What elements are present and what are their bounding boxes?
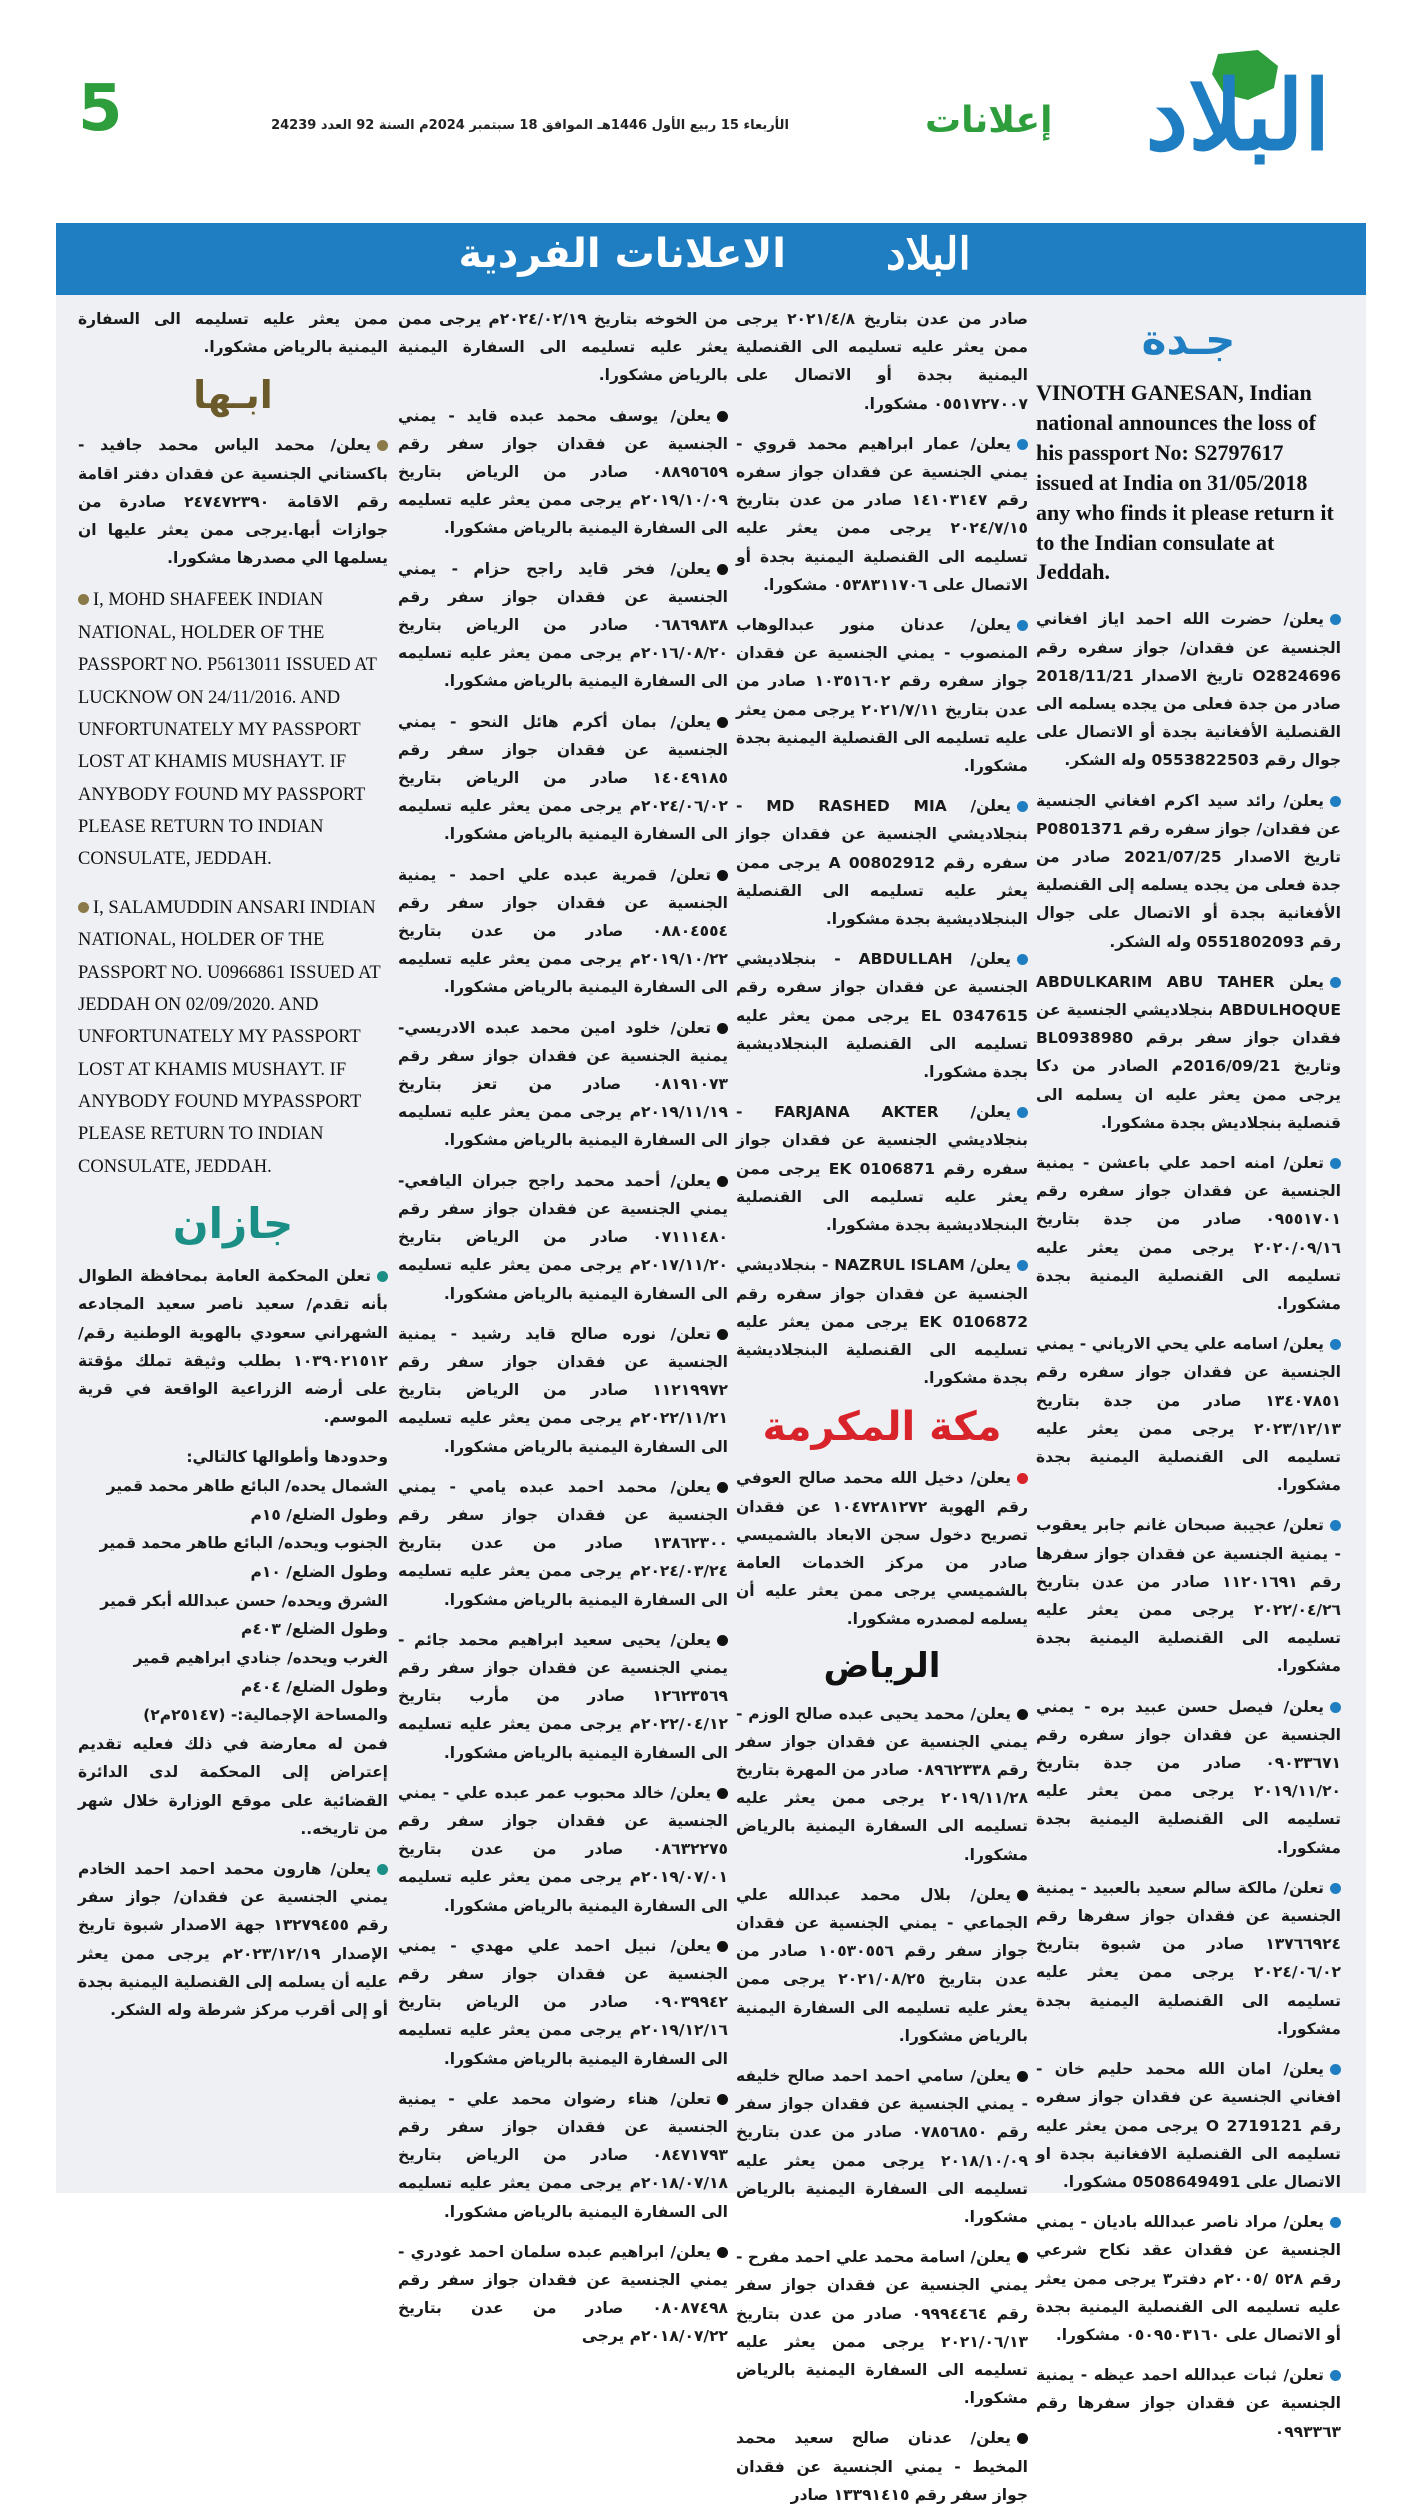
bullet-icon	[1330, 2217, 1341, 2228]
boundary-line: وطول الضلع/ ٤٠٣م	[241, 1620, 388, 1639]
bullet-icon	[1017, 1260, 1028, 1271]
ad-item: يعلن/ بلال محمد عبدالله علي الجماعي - يمني الجنسية عن فقدان جواز سفر رقم ١٠٥٣٠٥٥٦ صادر من عدن بتاريخ ٢٠٢١/٠٨/٢٥ يرجى ممن يعثر عليه تسليمه الى السفارة اليمنية بالرياض مشكورا.	[736, 1885, 1028, 2045]
ad-item: تعلن/ هناء رضوان محمد علي - يمنية الجنسية عن فقدان جواز سفر رقم ٠٨٤٧١٧٩٣ صادر من الرياض بتاريخ ٢٠١٨/٠٧/١٨م يرجى ممن يعثر عليه تسليمه الى السفارة اليمنية بالرياض مشكورا.	[398, 2089, 728, 2221]
ad-item: يعلن/ يوسف محمد عبده قايد - يمني الجنسية عن فقدان جواز سفر رقم ٠٨٨٩٥٦٥٩ صادر من الرياض بتاريخ ٢٠١٩/١٠/٠٩م يرجى ممن يعثر عليه تسليمه الى السفارة اليمنية بالرياض مشكورا.	[398, 406, 728, 538]
ad-item: يعلن/ فيصل حسن عبيد بره - يمني الجنسية عن فقدان جواز سفره رقم ٠٩٠٣٣٦٧١ صادر من جدة بتاريخ ٢٠١٩/١١/٢٠ يرجى ممن يعثر عليه تسليمه الى القنصلية اليمنية بجدة مشكورا.	[1036, 1697, 1341, 1857]
bullet-icon	[717, 1023, 728, 1034]
ad-item: يعلن/ اسامة محمد علي احمد مفرح - يمني الجنسية عن فقدان جواز سفر رقم ٠٩٩٩٤٤٦٤ صادر من عدن بتاريخ ٢٠٢١/٠٦/١٣ يرجى ممن يعثر عليه تسليمه الى السفارة اليمنية بالرياض مشكورا.	[736, 2248, 1028, 2408]
land-boundaries	[78, 1443, 388, 1730]
bullet-icon	[377, 1864, 388, 1875]
masthead	[0, 0, 1420, 210]
ad-item: تعلن/ عجيبة صبحان غانم جابر يعقوب - يمنية الجنسية عن فقدان جواز سفرها رقم ١١٢٠١٦٩١ صادر من عدن بتاريخ ٢٠٢٢/٠٤/٢٦ يرجى ممن يعثر عليه تسليمه الى القنصلية اليمنية بجدة مشكورا.	[1036, 1516, 1342, 1676]
bullet-icon	[1330, 1339, 1341, 1350]
boundary-line: وطول الضلع/ ٤٠٤م	[241, 1677, 388, 1696]
bullet-icon	[717, 564, 728, 575]
newspaper-logo	[1128, 48, 1348, 198]
ad-item: يعلن/ خالد محبوب عمر عبده علي - يمني الجنسية عن فقدان جواز سفر رقم ٠٨٦٣٢٢٧٥ صادر من عدن بتاريخ ٢٠١٩/٠٧/٠١م يرجى ممن يعثر عليه تسليمه الى السفارة اليمنية بالرياض مشكورا.	[398, 1783, 728, 1915]
city-heading-makkah: مكة المكرمة	[762, 1404, 1002, 1451]
ad-item: يعلن ABDULKARIM ABU TAHER ABDULHOQUE بنجلاديشي الجنسية عن فقدان جواز سفر برقم BL0938980 وتاريخ 2016/09/21م الصادر من دكا يرجى ممن يعثر عليه ان يسلمه الى قنصلية بنجلاديش بجدة مشكورا.	[1036, 972, 1341, 1132]
boundary-line: وطول الضلع/ ١٥م	[250, 1505, 388, 1524]
ad-item: تعلن/ مالكة سالم سعيد بالعبيد - يمنية الجنسية عن فقدان جواز سفرها رقم ١٣٧٦٦٩٢٤ صادر من شبوة بتاريخ ٢٠٢٤/٠٦/٠٢ يرجى ممن يعثر عليه تسليمه الى القنصلية اليمنية بجدة مشكورا.	[1036, 1878, 1341, 2038]
column-jeddah-makkah-riyadh	[736, 305, 1028, 2504]
bullet-icon	[1017, 1709, 1028, 1720]
section-banner	[56, 223, 1366, 295]
boundary-line: الجنوب ويحده/ البائع طاهر محمد قمير	[99, 1534, 388, 1553]
bullet-icon	[1330, 1158, 1341, 1169]
bullet-icon	[1330, 1883, 1341, 1894]
ad-item: يعلن/ ابراهيم عبده سلمان احمد غودري - يمني الجنسية عن فقدان جواز سفر رقم ٠٨٠٨٧٤٩٨ صادر من عدن بتاريخ ٢٠١٨/٠٧/٢٢م يرجى	[398, 2242, 728, 2346]
bullet-icon	[1330, 977, 1341, 988]
bullet-icon	[1017, 439, 1028, 450]
bullet-icon	[1017, 801, 1028, 812]
boundary-line: وطول الضلع/ ١٠م	[250, 1563, 388, 1582]
bullet-icon	[377, 1271, 388, 1282]
bullet-icon	[1017, 1890, 1028, 1901]
bullet-icon	[1017, 2071, 1028, 2082]
column-abha-jazan	[78, 305, 388, 2185]
page-number: 5	[78, 72, 123, 146]
ad-item: تعلن/ امنه احمد علي باعشن - يمنية الجنسية عن فقدان جواز سفره رقم ٠٩٥٥١٧٠١ صادر من جدة بتاريخ ٢٠٢٠/٠٩/١٦ يرجى ممن يعثر عليه تسليمه الى القنصلية اليمنية بجدة مشكورا.	[1036, 1154, 1341, 1314]
ad-item: يعلن/ حضرت الله احمد اياز افغاني الجنسية عن فقدان/ جواز سفره رقم O2824696 تاريخ الاصدار 2018/11/21 صادر من جدة فعلى من يجده يسلمه الى القنصلية الأفغانية بجدة أو الاتصال على جوال رقم 0553822503 وله الشكر.	[1036, 610, 1341, 770]
boundary-line: الشرق ويحده/ حسن عبدالله أبكر قمير	[100, 1591, 388, 1610]
ad-item: فمن له معارضة في ذلك فعليه تقديم إعتراض إلى المحكمة لدى الدائرة القضائية على موقع الوزارة خلال شهر من تاريخه..	[78, 1735, 388, 1838]
ad-item: يعلن/ FARJANA AKTER - بنجلاديشي الجنسية عن فقدان جواز سفره رقم EK 0106871 يرجى ممن يعثر عليه تسليمه الى القنصلية البنجلاديشية بجدة مشكورا.	[736, 1103, 1028, 1235]
bullet-icon	[1330, 1702, 1341, 1713]
ad-item: تعلن/ قمرية عبده علي احمد - يمنية الجنسية عن فقدان جواز سفر رقم ٠٨٨٠٤٥٥٤ صادر من عدن بتاريخ ٢٠١٩/١٠/٢٢م يرجى ممن يعثر عليه تسليمه الى السفارة اليمنية بالرياض مشكورا.	[398, 865, 728, 997]
ad-item: يعلن/ NAZRUL ISLAM - بنجلاديشي الجنسية عن فقدان جواز سفره رقم EK 0106872 يرجى ممن يعثر عليه تسليمه الى القنصلية البنجلاديشية بجدة مشكورا.	[736, 1256, 1028, 1388]
boundary-line: الغرب ويحده/ جنادي ابراهيم قمير	[133, 1649, 388, 1668]
ad-item: يعلن/ MD RASHED MIA - بنجلاديشي الجنسية عن فقدان جواز سفره رقم A 00802912 يرجى ممن يعثر عليه تسليمه الى القنصلية البنجلاديشية بجدة مشكورا.	[736, 797, 1028, 929]
bullet-icon	[717, 1788, 728, 1799]
bullet-icon	[717, 717, 728, 728]
bullet-icon	[1017, 1107, 1028, 1118]
ad-item: تعلن/ خلود امين محمد عبده الادريسي- يمنية الجنسية عن فقدان جواز سفر رقم ٠٨١٩١٠٧٣ صادر من تعز بتاريخ ٢٠١٩/١١/١٩م يرجى ممن يعثر عليه تسليمه الى السفارة اليمنية بالرياض مشكورا.	[398, 1018, 728, 1150]
bullet-icon	[377, 440, 388, 451]
ad-item: يعلن/ عدنان صالح سعيد محمد المخيط - يمني الجنسية عن فقدان جواز سفر رقم ١٣٣٩١٤١٥ صادر	[736, 2429, 1028, 2504]
logo-wordmark: البلاد	[1145, 59, 1331, 172]
ad-item: يعلن/ اسامه علي يحي الارياني - يمني الجنسية عن فقدان جواز سفره رقم ١٣٤٠٧٨٥١ صادر من جدة بتاريخ ٢٠٢٣/١٢/١٣ يرجى ممن يعثر عليه تسليمه الى القنصلية اليمنية بجدة مشكورا.	[1036, 1335, 1341, 1495]
banner-title: الاعلانات الفردية	[458, 231, 786, 277]
city-heading-jeddah: جـدة	[1141, 315, 1236, 364]
ad-item: يعلن/ أحمد محمد راجح جبران اليافعي- يمني الجنسية عن فقدان جواز سفر رقم ٠٧١١١٤٨٠ صادر من الرياض بتاريخ ٢٠١٧/١١/٢٠م يرجى ممن يعثر عليه تسليمه الى السفارة اليمنية بالرياض مشكورا.	[398, 1171, 728, 1303]
ad-item: يعلن/ محمد يحيى عبده صالح الوزم - يمني الجنسية عن فقدان جواز سفر رقم ٠٨٩٦٢٣٣٨ صادر من المهرة بتاريخ ٢٠١٩/١١/٢٨ يرجى ممن يعثر عليه تسليمه الى السفارة اليمنية بالرياض مشكورا.	[736, 1704, 1028, 1864]
column-jeddah	[1036, 305, 1342, 2441]
bullet-icon	[1330, 1520, 1341, 1531]
ad-item: تعلن/ ثبات عبدالله احمد عيظه - يمنية الجنسية عن فقدان جواز سفرها رقم ٠٩٩٣٣٦٣	[1036, 2366, 1341, 2441]
bullet-icon	[717, 1941, 728, 1952]
bullet-icon	[1330, 614, 1341, 625]
ad-item: يعلن/ امان الله محمد حليم خان - افغاني الجنسية عن فقدان جواز سفره رقم O 2719121 يرجى ممن يعثر عليه تسليمه الى القنصلية الافغانية بجدة او الاتصال على 0508649491 مشكورا.	[1036, 2060, 1341, 2191]
bullet-icon	[1330, 2064, 1341, 2075]
bullet-icon	[717, 411, 728, 422]
bullet-icon	[1330, 2370, 1341, 2381]
ad-item: تعلن المحكمة العامة بمحافظة الطوال بأنه تقدم/ سعيد ناصر سعيد المجادعه الشهراني سعودي بالهوية الوطنية رقم/ ١٠٣٩٠٢١٥١٢ بطلب وثيقة تملك مؤقتة على أرضه الزراعية الواقعة في قرية الموسم.	[78, 1267, 388, 1427]
ad-item: يعلن/ محمد احمد عبده يامي - يمني الجنسية عن فقدان جواز سفر رقم ١٣٨٦٢٣٠٠ صادر من عدن بتاريخ ٢٠٢٤/٠٣/٢٤م يرجى ممن يعثر عليه تسليمه الى السفارة اليمنية بالرياض مشكورا.	[398, 1477, 728, 1609]
ad-item: يعلن/ عدنان منور عبدالوهاب المنصوب - يمني الجنسية عن فقدان جواز سفره رقم ١٠٣٥١٦٠٢ صادر من عدن بتاريخ ٢٠٢١/٧/١١ يرجى ممن يعثر عليه تسليمه الى القنصلية اليمنية بجدة مشكورا.	[736, 616, 1028, 776]
ad-item: يعلن/ سامي احمد احمد صالح خليفه - يمني الجنسية عن فقدان جواز سفر رقم ٠٧٨٥٦٨٥٠ صادر من عدن بتاريخ ٢٠١٨/١٠/٠٩ يرجى ممن يعثر عليه تسليمه الى السفارة اليمنية بالرياض مشكورا.	[736, 2066, 1028, 2226]
bullet-icon	[1017, 954, 1028, 965]
column-riyadh	[398, 305, 728, 2346]
boundary-line: الشمال يحده/ البائع طاهر محمد قمير	[106, 1477, 388, 1496]
bullet-icon	[717, 2247, 728, 2258]
english-notice: VINOTH GANESAN, Indian national announces the loss of his passport No: S2797617 issued at India on 31/05/2018 any who finds it please return it to the Indian consulate at Jeddah.	[1036, 380, 1334, 585]
bullet-icon	[717, 1329, 728, 1340]
ad-item: تعلن/ نوره صالح قايد رشيد - يمنية الجنسية عن فقدان جواز سفر رقم ١١٢١٩٩٧٢ صادر من الرياض بتاريخ ٢٠٢٢/١١/٢١م يرجى ممن يعثر عليه تسليمه الى السفارة اليمنية بالرياض مشكورا.	[398, 1324, 728, 1456]
bullet-icon	[717, 1635, 728, 1646]
ad-item: يعلن/ رائد سيد اكرم افغاني الجنسية عن فقدان/ جواز سفره رقم P0801371 تاريخ الاصدار 2021/07/25 صادر من جدة فعلى من يجده يسلمه إلى القنصلية الأفغانية بجدة أو الاتصال على جوال رقم 0551802093 وله الشكر.	[1036, 791, 1341, 951]
city-heading-abha: ابـها	[193, 373, 273, 418]
ad-item: صادر من عدن بتاريخ ٢٠٢١/٤/٨ يرجى ممن يعثر عليه تسليمه الى القنصلية اليمنية بجدة أو الاتصال على ٠٥٥١٧٢٧٠٠٧ مشكورا.	[736, 310, 1028, 413]
section-title: إعلانات	[925, 100, 1053, 141]
english-notice: I, MOHD SHAFEEK INDIAN NATIONAL, HOLDER OF THE PASSPORT NO. P5613011 ISSUED AT LUCKNOW ON 24/11/2016. AND UNFORTUNATELY MY PASSPORT LOST AT KHAMIS MUSHAYT. IF ANYBODY FOUND MY PASSPORT PLEASE RETURN TO INDIAN CONSULATE, JEDDAH.	[78, 590, 377, 870]
bullet-icon	[717, 2094, 728, 2105]
ad-item: يعلن/ نبيل احمد علي مهدي - يمني الجنسية عن فقدان جواز سفر رقم ٠٩٠٣٩٩٤٢ صادر من الرياض بتاريخ ٢٠١٩/١٢/١٦م يرجى ممن يعثر عليه تسليمه الى السفارة اليمنية بالرياض مشكورا.	[398, 1936, 728, 2068]
ad-item: من الخوخه بتاريخ ٢٠٢٤/٠٢/١٩م يرجى ممن يعثر عليه تسليمه الى السفارة اليمنية بالرياض مشكورا.	[398, 310, 728, 385]
boundary-line: وحدودها وأطوالها كالتالي:	[186, 1448, 388, 1467]
bullet-icon	[1017, 2433, 1028, 2444]
bullet-icon	[1017, 2252, 1028, 2263]
city-heading-riyadh: الرياض	[823, 1645, 941, 1686]
ad-item: يعلن/ محمد الياس محمد جافيد - باكستاني الجنسية عن فقدان دفتر اقامة رقم الاقامة ٢٤٧٤٧٢٣٩٠ صادرة من جوازات أبها.يرجى ممن يعثر عليها ان يسلمها الي مصدرها مشكورا.	[78, 436, 388, 568]
ad-item: يعلن/ ABDULLAH - بنجلاديشي الجنسية عن فقدان جواز سفره رقم EL 0347615 يرجى ممن يعثر عليه تسليمه الى القنصلية البنجلاديشية بجدة مشكورا.	[736, 950, 1028, 1082]
bullet-icon	[717, 870, 728, 881]
bullet-icon	[717, 1482, 728, 1493]
bullet-icon	[1017, 620, 1028, 631]
bullet-icon	[78, 902, 89, 913]
banner-logo: البلاد	[886, 229, 971, 280]
ad-item: يعلن/ بمان أكرم هائل النحو - يمني الجنسية عن فقدان جواز سفر رقم ١٤٠٤٩١٨٥ صادر من الرياض بتاريخ ٢٠٢٤/٠٦/٠٢م يرجى ممن يعثر عليه تسليمه الى السفارة اليمنية بالرياض مشكورا.	[398, 712, 728, 844]
ad-item: يعلن/ يحيى سعيد ابراهيم محمد جائم - يمني الجنسية عن فقدان جواز سفر رقم ١٢٦٢٣٥٦٩ صادر من مأرب بتاريخ ٢٠٢٢/٠٤/١٢م يرجى ممن يعثر عليه تسليمه الى السفارة اليمنية بالرياض مشكورا.	[398, 1630, 728, 1762]
boundary-line: والمساحة الإجمالية:- (٢٥١٤٧م٢)	[143, 1706, 388, 1725]
english-notice: I, SALAMUDDIN ANSARI INDIAN NATIONAL, HOLDER OF THE PASSPORT NO. U0966861 ISSUED AT JEDDAH ON 02/09/2020. AND UNFORTUNATELY MY PASSPORT LOST AT KHAMIS MUSHAYT. IF ANYBODY FOUND MYPASSPORT PLEASE RETURN TO INDIAN CONSULATE, JEDDAH.	[78, 897, 381, 1177]
ad-item: يعلن/ مراد ناصر عبدالله باديان - يمني الجنسية عن فقدان عقد نكاح شرعي رقم ٥٢٨ /٢٠٠٥م دفتر٣ يرجى ممن يعثر عليه تسليمه الى القنصلية اليمنية بجدة أو الاتصال على ٠٥٠٩٥٠٣١٦٠ مشكورا.	[1036, 2213, 1341, 2344]
ad-item: ممن يعثر عليه تسليمه الى السفارة اليمنية بالرياض مشكورا.	[78, 310, 388, 357]
ad-item: يعلن/ فخر قايد راجح حزام - يمني الجنسية عن فقدان جواز سفر رقم ٠٦٨٦٩٨٣٨ صادر من الرياض بتاريخ ٢٠١٦/٠٨/٢٠م يرجى ممن يعثر عليه تسليمه الى السفارة اليمنية بالرياض مشكورا.	[398, 559, 728, 691]
bullet-icon	[717, 1176, 728, 1187]
city-heading-jazan: جازان	[172, 1199, 294, 1249]
dateline: الأربعاء 15 ربيع الأول 1446هـ الموافق 18 سبتمبر 2024م السنة 92 العدد 24239	[271, 118, 789, 133]
ad-item: يعلن/ هارون محمد احمد احمد الخادم يمني الجنسية عن فقدان/ جواز سفر رقم ١٣٢٧٩٤٥٥ جهة الاصدار شبوة تاريخ الإصدار ٢٠٢٣/١٢/١٩م يرجى ممن يعثر عليه أن يسلمه إلى القنصلية اليمنية بجدة أو إلى أقرب مركز شرطة وله الشكر.	[78, 1859, 389, 2019]
bullet-icon	[78, 594, 89, 605]
bullet-icon	[1017, 1473, 1028, 1484]
bullet-icon	[1330, 796, 1341, 807]
ad-item: يعلن/ دخيل الله محمد صالح العوفي رقم الهوية ١٠٤٧٢٨١٢٧٢ عن فقدان تصريح دخول سجن الابعاد بالشميسي صادر من مركز الخدمات العامة بالشميسي يرجى ممن يعثر عليه أن يسلمه لمصدره مشكورا.	[736, 1469, 1028, 1629]
ad-item: يعلن/ عمار ابراهيم محمد قروي - يمني الجنسية عن فقدان جواز سفره رقم ١٤١٠٣١٤٧ صادر من عدن بتاريخ ٢٠٢٤/٧/١٥ يرجى ممن يعثر عليه تسليمه الى القنصلية اليمنية بجدة أو الاتصال على ٠٥٣٨٣١١٧٠٦ مشكورا.	[736, 434, 1028, 594]
